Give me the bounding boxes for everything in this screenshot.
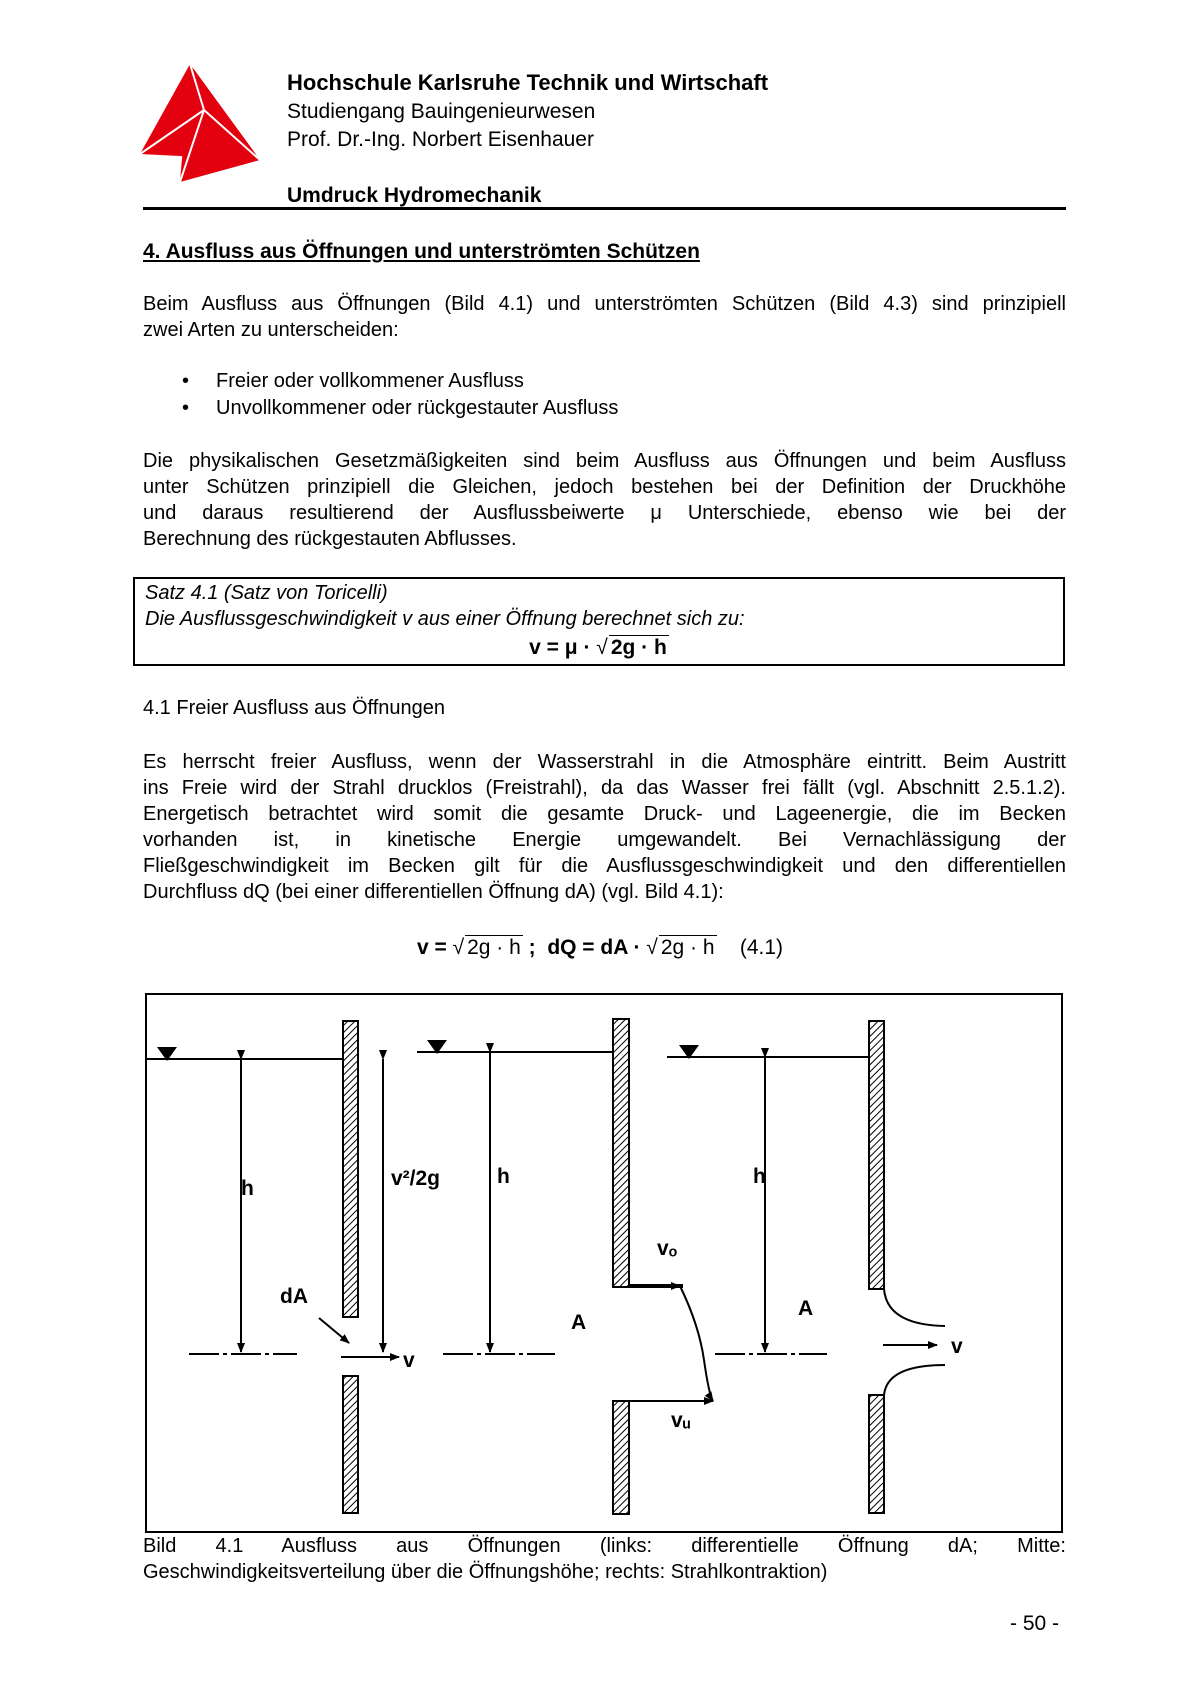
paragraph-line: und daraus resultierend der Ausflussbeiwerte μ Unterschiede, ebenso wie bei der xyxy=(143,502,1066,524)
formula-lhs: v = μ · xyxy=(529,636,591,659)
equation-part1: v = xyxy=(416,936,447,959)
equation-root1: 2g · h xyxy=(467,936,521,959)
subsection-heading: 4.1 Freier Ausfluss aus Öffnungen xyxy=(143,697,446,719)
figure-caption xyxy=(143,1533,1066,1585)
list-item: • Freier oder vollkommener Ausfluss xyxy=(180,368,618,395)
bullet-list xyxy=(180,368,618,422)
paragraph-line: vorhanden ist, in kinetische Energie umgewandelt. Bei Vernachlässigung der xyxy=(143,829,1066,851)
label-A-middle: A xyxy=(571,1311,587,1334)
intro-paragraph xyxy=(143,291,1066,343)
outflow-diagram xyxy=(147,995,1061,1531)
caption-line: Bild 4.1 Ausfluss aus Öffnungen (links: differentielle Öffnung dA; Mitte: xyxy=(143,1535,1066,1557)
equation-part2: dQ = dA · xyxy=(547,936,641,959)
paragraph-line: Fließgeschwindigkeit im Becken gilt für die Ausflussgeschwindigkeit und den differentiellen xyxy=(143,855,1066,877)
label-h-left: h xyxy=(241,1177,254,1200)
paragraph-line: Die physikalischen Gesetzmäßigkeiten sind beim Ausfluss aus Öffnungen und beim Ausfluss xyxy=(143,450,1066,472)
theorem-title: Satz 4.1 (Satz von Toricelli) xyxy=(145,582,388,604)
university-logo xyxy=(140,64,260,194)
formula-root: 2g · h xyxy=(610,636,667,659)
label-h-middle: h xyxy=(497,1165,510,1188)
professor-name: Prof. Dr.-Ing. Norbert Eisenhauer xyxy=(287,128,594,151)
label-v2-2g: v²/2g xyxy=(391,1167,441,1190)
paragraph-line: Energetisch betrachtet wird somit die gesamte Druck- und Lageenergie, die im Becken xyxy=(143,803,1066,825)
label-v-right: v xyxy=(951,1335,963,1358)
label-vu: vᵤ xyxy=(671,1409,691,1432)
paragraph-line: Durchfluss dQ (bei einer differentiellen Öffnung dA) (vgl. Bild 4.1): xyxy=(143,881,724,903)
equation-number: (4.1) xyxy=(739,936,784,959)
paragraph-line: ins Freie wird der Strahl drucklos (Freistrahl), da das Wasser frei fällt (vgl. Abschnitt 2.5.1.2). xyxy=(143,777,1066,799)
header-divider xyxy=(143,207,1066,210)
theorem-box xyxy=(133,577,1065,666)
study-program: Studiengang Bauingenieurwesen xyxy=(287,100,596,123)
physics-paragraph xyxy=(143,448,1066,552)
label-v-left: v xyxy=(403,1349,415,1372)
free-outflow-paragraph xyxy=(143,749,1066,905)
caption-line: Geschwindigkeitsverteilung über die Öffnungshöhe; rechts: Strahlkontraktion) xyxy=(143,1561,828,1583)
institution-name: Hochschule Karlsruhe Technik und Wirtschaft xyxy=(287,70,769,95)
page-number: - 50 - xyxy=(1010,1612,1060,1635)
equation-separator: ; xyxy=(528,936,536,959)
paragraph-line: unter Schützen prinzipiell die Gleichen, jedoch bestehen bei der Definition der Druckhöhe xyxy=(143,476,1066,498)
figure-4-1 xyxy=(145,993,1063,1533)
theorem-text: Die Ausflussgeschwindigkeit v aus einer Öffnung berechnet sich zu: xyxy=(145,608,745,630)
label-vo: vₒ xyxy=(657,1237,678,1260)
toricelli-formula: v = μ · √ 2g · h xyxy=(529,636,667,659)
paragraph-line: Beim Ausfluss aus Öffnungen (Bild 4.1) und unterströmten Schützen (Bild 4.3) sind prinzipiell xyxy=(143,293,1066,315)
document-title: Umdruck Hydromechanik xyxy=(287,184,542,207)
label-A-right: A xyxy=(798,1297,814,1320)
paragraph-line: Es herrscht freier Ausfluss, wenn der Wasserstrahl in die Atmosphäre eintritt. Beim Austritt xyxy=(143,751,1066,773)
list-item: • Unvollkommener oder rückgestauter Ausfluss xyxy=(180,395,618,422)
equation-4-1: v = √ 2g · h ; dQ = dA · √ 2g · h (4.1) xyxy=(416,936,784,959)
label-h-right: h xyxy=(753,1165,766,1188)
label-dA: dA xyxy=(280,1285,308,1308)
equation-root2: 2g · h xyxy=(660,936,715,959)
paragraph-line: Berechnung des rückgestauten Abflusses. xyxy=(143,528,517,550)
paragraph-line: zwei Arten zu unterscheiden: xyxy=(143,319,399,341)
section-heading: 4. Ausfluss aus Öffnungen und unterströmten Schützen xyxy=(143,240,700,263)
